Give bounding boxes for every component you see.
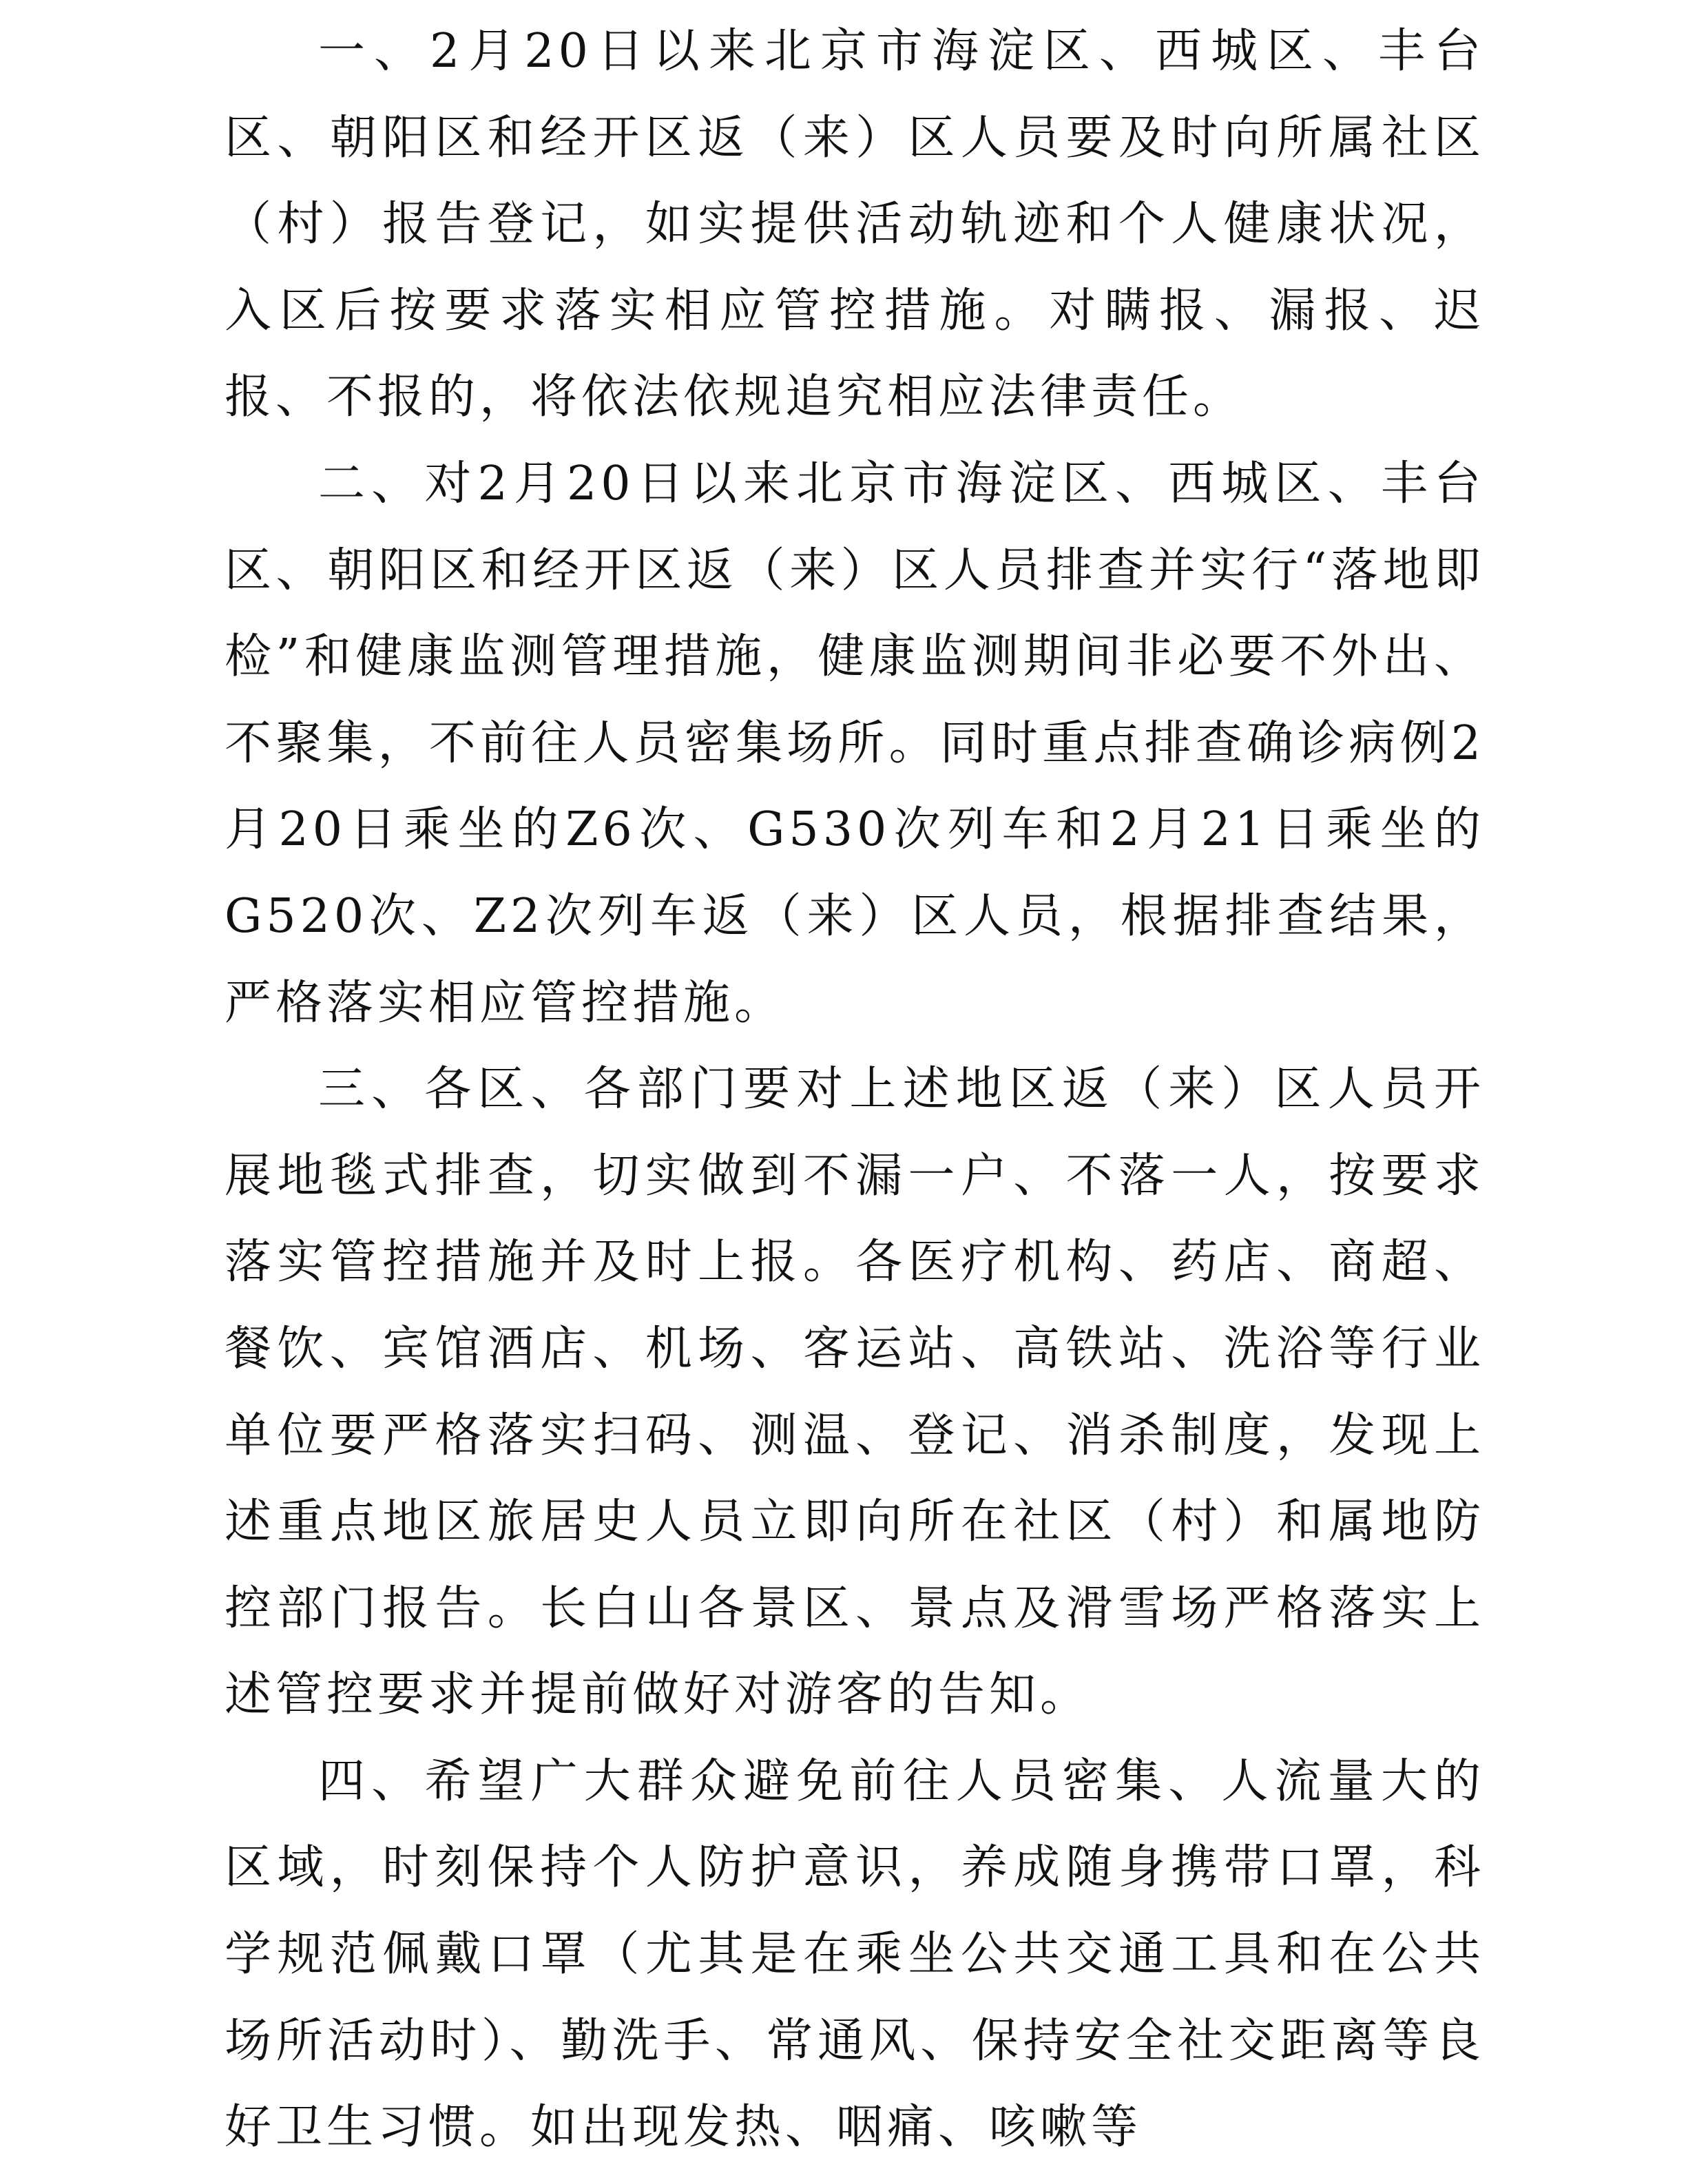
paragraph-4: 四、希望广大群众避免前往人员密集、人流量大的区域，时刻保持个人防护意识，养成随身携带口罩，科学规范佩戴口罩（尤其是在乘坐公共交通工具和在公共场所活动时）、勤洗手、常通风、保持安全社交距离等良好卫生习惯。如出现发热、咽痛、咳嗽等 <box>225 1754 1485 2155</box>
document-body <box>225 8 1485 2171</box>
paragraph-3: 三、各区、各部门要对上述地区返（来）区人员开展地毯式排查，切实做到不漏一户、不落一人，按要求落实管控措施并及时上报。各医疗机构、药店、商超、餐饮、宾馆酒店、机场、客运站、高铁站、洗浴等行业单位要严格落实扫码、测温、登记、消杀制度，发现上述重点地区旅居史人员立即向所在社区（村）和属地防控部门报告。长白山各景区、景点及滑雪场严格落实上述管控要求并提前做好对游客的告知。 <box>225 1062 1485 1723</box>
paragraph-2: 二、对2月20日以来北京市海淀区、西城区、丰台区、朝阳区和经开区返（来）区人员排查并实行“落地即检”和健康监测管理措施，健康监测期间非必要不外出、不聚集，不前往人员密集场所。同时重点排查确诊病例2月20日乘坐的Z6次、G530次列车和2月21日乘坐的G520次、Z2次列车返（来）区人员，根据排查结果，严格落实相应管控措施。 <box>225 456 1485 1030</box>
paragraph-1: 一、2月20日以来北京市海淀区、西城区、丰台区、朝阳区和经开区返（来）区人员要及时向所属社区（村）报告登记，如实提供活动轨迹和个人健康状况，入区后按要求落实相应管控措施。对瞒报、漏报、迟报、不报的，将依法依规追究相应法律责任。 <box>225 24 1485 425</box>
